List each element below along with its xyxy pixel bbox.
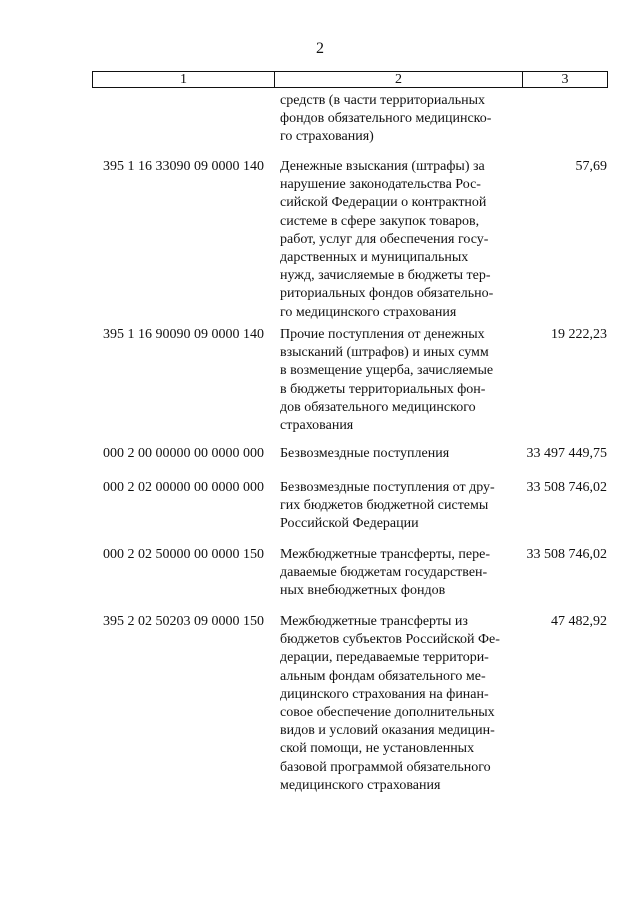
- row-name: [280, 158, 515, 322]
- row-name-line: Прочие поступления от денежных: [280, 327, 485, 342]
- row-name-line: Российской Федерации: [280, 516, 419, 532]
- row-code: 000 2 02 50000 00 0000 150: [103, 547, 264, 562]
- row-name-line: Безвозмездные поступления от дру-: [280, 480, 495, 495]
- header-column-1: 1: [93, 72, 275, 87]
- row-name-line: совое обеспечение дополнительных: [280, 705, 495, 721]
- row-name-line: нужд, зачисляемые в бюджеты тер-: [280, 268, 491, 284]
- row-code: 000 2 02 00000 00 0000 000: [103, 480, 264, 495]
- row-code: 000 2 00 00000 00 0000 000: [103, 446, 264, 461]
- row-name-line: даваемые бюджетам государствен-: [280, 565, 488, 581]
- row-name: [280, 445, 515, 463]
- row-name-line: взысканий (штрафов) и иных сумм: [280, 345, 489, 361]
- row-name-line: системе в сфере закупок товаров,: [280, 213, 480, 229]
- row-name-line: бюджетов субъектов Российской Фе-: [280, 632, 500, 648]
- row-name-line: ской помощи, не установленных: [280, 741, 475, 757]
- row-name-line: страхования: [280, 418, 354, 434]
- header-column-2: 2: [275, 72, 523, 87]
- row-name: [280, 92, 515, 147]
- row-name-line: в возмещение ущерба, зачисляемые: [280, 363, 494, 379]
- row-name-line: Безвозмездные поступления: [280, 446, 450, 461]
- row-name-line: медицинского страхования: [280, 777, 441, 793]
- row-name: [280, 326, 515, 435]
- row-amount: 33 508 746,02: [526, 480, 607, 495]
- row-name-line: Межбюджетные трансферты, пере-: [280, 547, 490, 562]
- header-column-3: 3: [561, 72, 569, 87]
- row-amount: 19 222,23: [551, 327, 607, 342]
- row-name: [280, 546, 515, 601]
- row-name-line: в бюджеты территориальных фон-: [280, 381, 486, 397]
- row-amount: 47 482,92: [551, 614, 607, 629]
- row-name-line: фондов обязательного медицинско-: [280, 111, 492, 127]
- row-name-line: го медицинского страхования: [280, 304, 457, 320]
- row-name-line: дов обязательного медицинского: [280, 399, 476, 415]
- row-name-line: работ, услуг для обеспечения госу-: [280, 231, 489, 247]
- row-amount: 33 497 449,75: [526, 446, 607, 461]
- row-name-line: базовой программой обязательного: [280, 759, 491, 775]
- table-header: [92, 71, 608, 88]
- row-name: [280, 613, 515, 795]
- row-name-line: средств (в части территориальных: [280, 93, 486, 108]
- row-amount: 57,69: [575, 159, 607, 174]
- row-name-line: альным фондам обязательного ме-: [280, 668, 486, 684]
- row-amount: 33 508 746,02: [526, 547, 607, 562]
- row-name-line: ных внебюджетных фондов: [280, 583, 446, 599]
- row-name-line: нарушение законодательства Рос-: [280, 177, 481, 193]
- row-name-line: дицинского страхования на финан-: [280, 686, 489, 702]
- row-code: 395 1 16 90090 09 0000 140: [103, 327, 264, 342]
- page-number: 2: [316, 40, 324, 57]
- row-name-line: дерации, передаваемые территори-: [280, 650, 489, 666]
- row-code: 395 1 16 33090 09 0000 140: [103, 159, 264, 174]
- row-name-line: гих бюджетов бюджетной системы: [280, 498, 489, 514]
- row-code: 395 2 02 50203 09 0000 150: [103, 614, 264, 629]
- row-name-line: го страхования): [280, 129, 374, 145]
- row-name-line: сийской Федерации о контрактной: [280, 195, 487, 211]
- row-name-line: Межбюджетные трансферты из: [280, 614, 468, 629]
- row-name-line: Денежные взыскания (штрафы) за: [280, 159, 485, 174]
- row-name: [280, 479, 515, 534]
- row-name-line: дарственных и муниципальных: [280, 250, 469, 266]
- row-name-line: видов и условий оказания медицин-: [280, 723, 495, 739]
- row-name-line: риториальных фондов обязательно-: [280, 286, 494, 302]
